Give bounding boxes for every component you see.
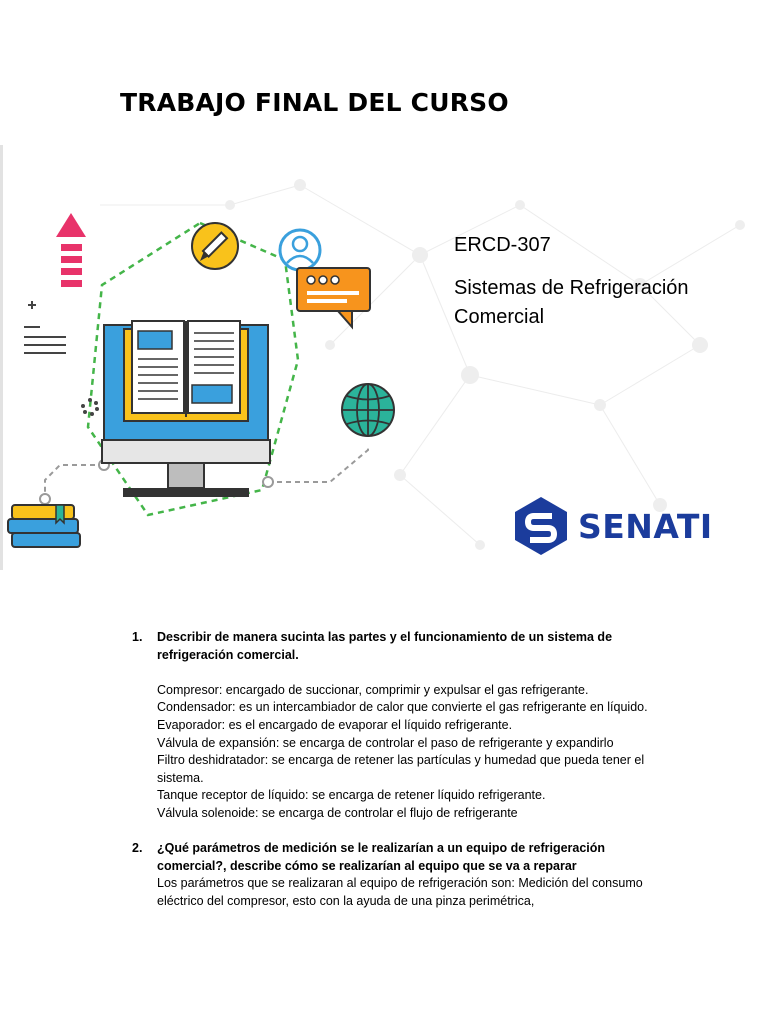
course-name: Sistemas de Refrigeración Comercial — [454, 277, 689, 328]
answer-line: Condensador: es un intercambiador de calor que convierte el gas refrigerante en líquido. — [157, 700, 648, 715]
answer-line: Tanque receptor de líquido: se encarga de retener líquido refrigerante. — [157, 788, 546, 803]
question-item — [132, 629, 652, 823]
answer-line: Los parámetros que se realizaran al equipo de refrigeración son: Medición del consumo eléctrico del compresor, esto con la ayuda de una pinza perimétrica, — [157, 876, 643, 908]
course-code: ERCD-307 — [454, 234, 551, 256]
question-title: Describir de manera sucinta las partes y el funcionamiento de un sistema de refrigeración comercial. — [157, 630, 613, 662]
answer-line: Válvula solenoide: se encarga de controlar el flujo de refrigerante — [157, 805, 518, 820]
globe-icon — [342, 384, 394, 436]
list-icon — [24, 301, 66, 353]
logo-text: SENATI — [578, 506, 713, 546]
question-item — [132, 840, 652, 910]
question-number: 2. — [132, 841, 143, 856]
open-book-icon — [124, 321, 248, 421]
answer-line: Compresor: encargado de succionar, comprimir y expulsar el gas refrigerante. — [157, 682, 589, 697]
banner-edge — [0, 145, 3, 570]
senati-logo — [512, 496, 713, 556]
answer-line: Filtro deshidratador: se encarga de retener las partículas y humedad que pueda tener el sistema. — [157, 753, 645, 785]
chat-bubble-icon — [297, 268, 370, 327]
answer-line: Evaporador: es el encargado de evaporar el líquido refrigerante. — [157, 717, 513, 732]
user-icon — [280, 230, 320, 270]
pencil-icon — [192, 223, 238, 269]
questions-section — [132, 629, 652, 911]
document-title: TRABAJO FINAL DEL CURSO — [120, 88, 509, 117]
books-stack-icon — [8, 505, 80, 547]
arrow-up-icon — [56, 213, 86, 287]
answer-line: Válvula de expansión: se encarga de controlar el paso de refrigerante y expandirlo — [157, 735, 614, 750]
question-title: ¿Qué parámetros de medición se le realizarían a un equipo de refrigeración comercial?, describe cómo se realizarían al equipo que se va a reparar — [157, 841, 606, 873]
senati-emblem-icon — [512, 496, 570, 556]
question-number: 1. — [132, 630, 143, 644]
